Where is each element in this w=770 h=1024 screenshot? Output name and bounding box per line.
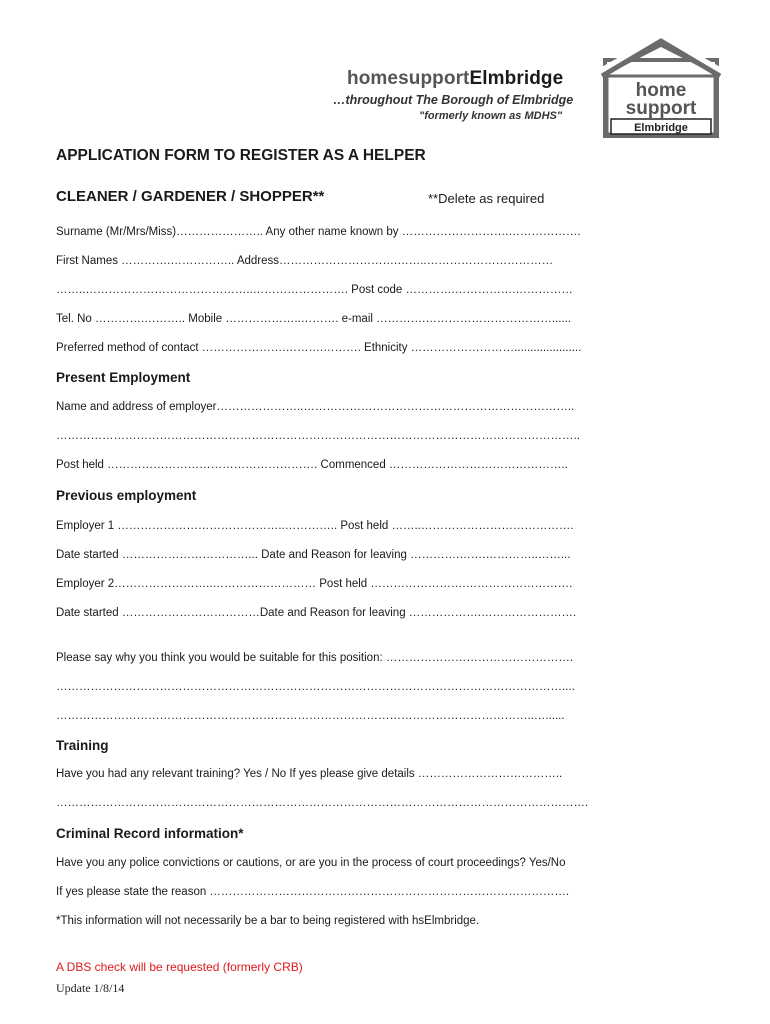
employer-address-field[interactable]: Name and address of employer…………………..…………………………………………………………….. xyxy=(56,401,575,413)
home-support-logo xyxy=(600,38,722,138)
suitable-question-field[interactable]: Please say why you think you would be suitable for this position: …………………………………………. xyxy=(56,652,574,664)
training-heading: Training xyxy=(56,738,109,753)
logo-line2: support xyxy=(625,98,697,119)
contact-numbers-field[interactable]: Tel. No ………….……….. Mobile ………………..………. e-mail ………….……………………………...... xyxy=(56,313,571,325)
employer-address-cont-field[interactable]: ……………………………………………………………………………………………………………………….. xyxy=(56,430,580,442)
logo-line1: home xyxy=(635,80,687,101)
dbs-notice: A DBS check will be requested (formerly CRB) xyxy=(56,960,303,974)
logo-band: Elmbridge xyxy=(634,122,688,134)
address-postcode-field[interactable]: ……..……………………………………..……………………. Post code ………….…………….…………… xyxy=(56,284,573,296)
training-question-field[interactable]: Have you had any relevant training? Yes / No If yes please give details ……………………………….. xyxy=(56,768,563,780)
brand-name-part1: homesupport xyxy=(347,68,470,89)
brand-name-part2: Elmbridge xyxy=(469,68,564,89)
criminal-record-heading: Criminal Record information* xyxy=(56,826,244,841)
date-started1-field[interactable]: Date started ……………………………... Date and Reason for leaving ………….…….…………..……... xyxy=(56,549,571,561)
employer2-field[interactable]: Employer 2……………………..……………………… Post held …………………….………………………. xyxy=(56,578,573,590)
delete-note: **Delete as required xyxy=(428,191,545,206)
brand-name xyxy=(347,68,563,90)
first-names-field[interactable]: First Names ………….…………….. Address………………………….……..…………………………… xyxy=(56,255,554,267)
criminal-note: *This information will not necessarily be a bar to being registered with hsElmbridge. xyxy=(56,915,480,927)
employer1-field[interactable]: Employer 1 ……………………………………..………….. Post held ……..…………………………………. xyxy=(56,520,574,532)
previous-employment-heading: Previous employment xyxy=(56,488,197,503)
update-date: Update 1/8/14 xyxy=(56,981,125,995)
brand-formerly: "formerly known as MDHS" xyxy=(419,110,563,122)
criminal-question[interactable]: Have you any police convictions or cautions, or are you in the process of court proceedings? Yes/No xyxy=(56,857,566,869)
training-cont-field[interactable]: …………………………………………………………………………………………………………………………. xyxy=(56,797,589,809)
brand-tagline: …throughout The Borough of Elmbridge xyxy=(333,93,574,107)
suitable-cont1-field[interactable]: …………………………………………………………………………………………………………………….... xyxy=(56,681,575,693)
surname-field[interactable]: Surname (Mr/Mrs/Miss)………………….. Any other name known by ……………………….………………. xyxy=(56,226,581,238)
preferred-contact-field[interactable]: Preferred method of contact ………………….……….………. Ethnicity ………………………..................... xyxy=(56,342,582,354)
suitable-cont2-field[interactable]: ……………………………………………………………………………………………………………..…...... xyxy=(56,710,565,722)
criminal-reason-field[interactable]: If yes please state the reason …………………………………………………………………………………. xyxy=(56,886,570,898)
form-subtitle: CLEANER / GARDENER / SHOPPER** xyxy=(56,188,325,205)
date-started2-field[interactable]: Date started ………………………………Date and Reason for leaving ……………….……………………. xyxy=(56,607,577,619)
present-employment-heading: Present Employment xyxy=(56,370,191,385)
post-held-field[interactable]: Post held ………………………………………………. Commenced ……………………………………….. xyxy=(56,459,568,471)
form-title: APPLICATION FORM TO REGISTER AS A HELPER xyxy=(56,147,426,164)
